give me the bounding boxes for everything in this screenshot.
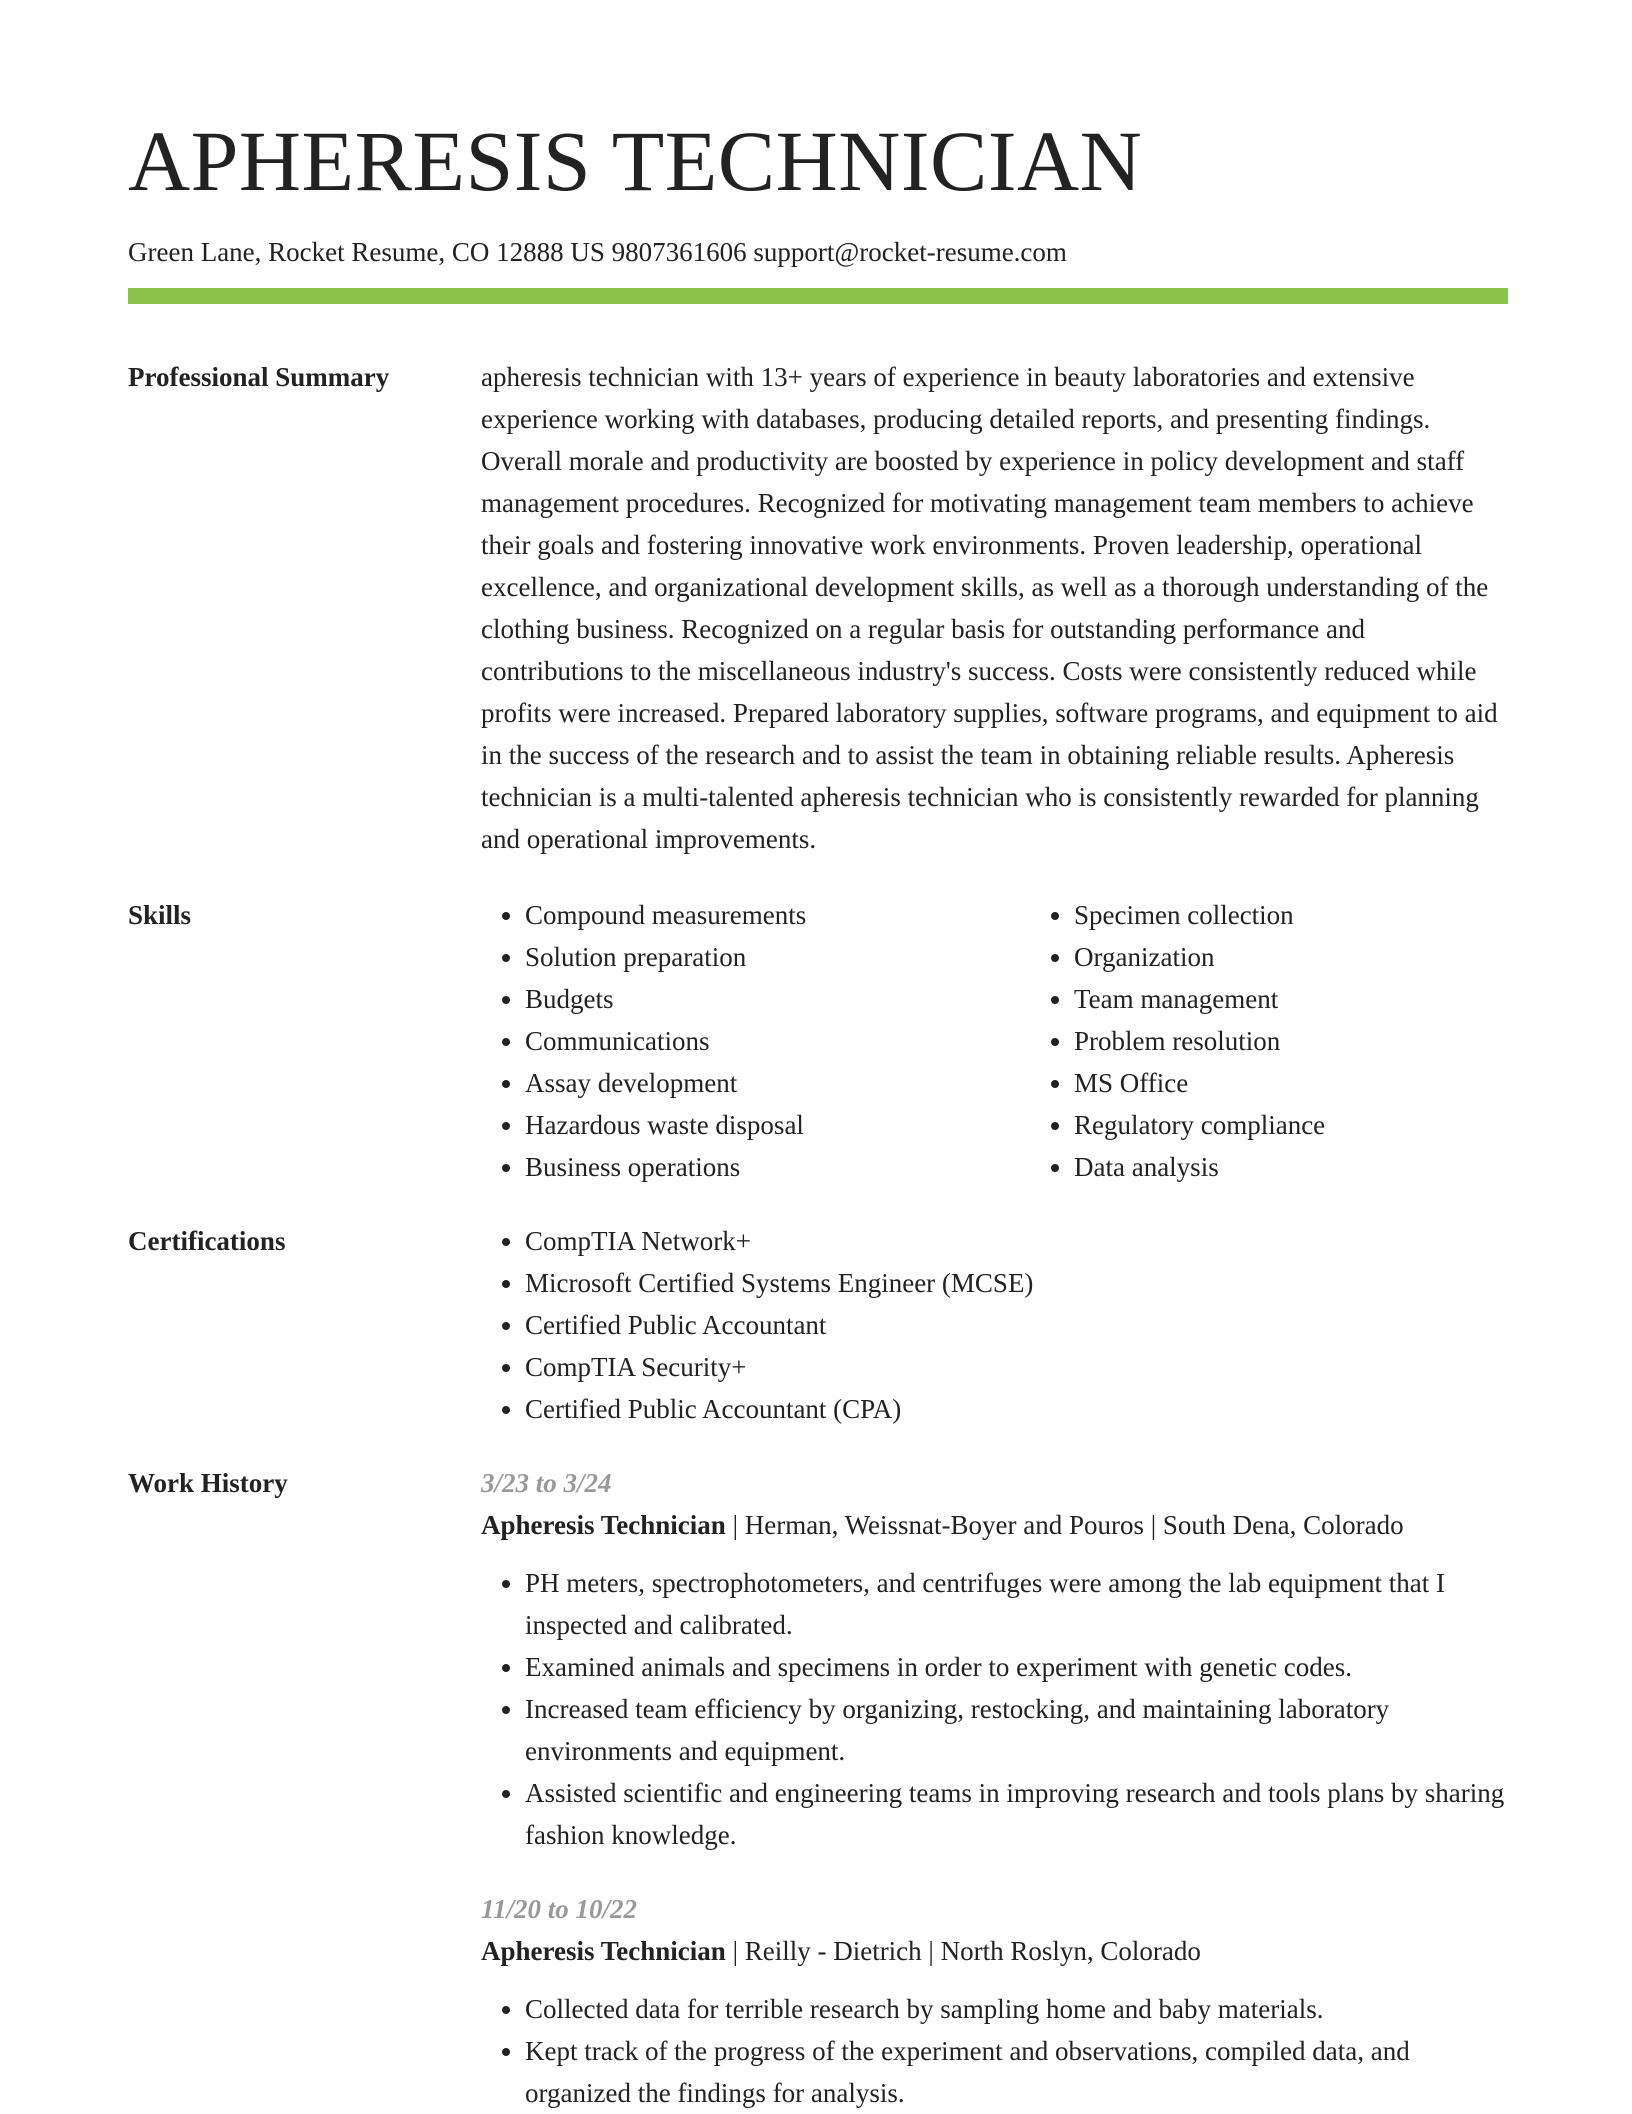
job-title: Apheresis Technician (481, 1936, 726, 1966)
job-duty-item: • Collected data for terrible research by sampling home and baby materials. (525, 1988, 1508, 2030)
job-title: Apheresis Technician (481, 1510, 726, 1540)
job-dates: 3/23 to 3/24 (481, 1468, 612, 1498)
skill-item: • Budgets (525, 978, 1030, 1020)
skill-item: • Business operations (525, 1146, 1030, 1188)
job-duties-list (481, 1562, 1508, 1856)
skill-item: • MS Office (1074, 1062, 1579, 1104)
section-label-skills: Skills (128, 900, 192, 930)
skills-body (481, 894, 1579, 1188)
work-history-section (128, 1462, 1508, 2114)
section-label-work-history: Work History (128, 1468, 288, 1498)
job-duties-list (481, 1988, 1508, 2114)
section-label-certifications: Certifications (128, 1226, 286, 1256)
skills-columns (481, 894, 1579, 1188)
job-employer-location: | Reilly - Dietrich | North Roslyn, Colorado (725, 1936, 1201, 1966)
skill-item: • Compound measurements (525, 894, 1030, 936)
resume-name: APHERESIS TECHNICIAN (128, 113, 1143, 209)
certification-item: • Certified Public Accountant (CPA) (525, 1388, 1508, 1430)
job-duty-item: • Examined animals and specimens in order to experiment with genetic codes. (525, 1646, 1508, 1688)
summary-body (481, 356, 1508, 860)
skill-item: • Communications (525, 1020, 1030, 1062)
job-heading (481, 1930, 1508, 1972)
skill-item: • Specimen collection (1074, 894, 1579, 936)
job-dates: 11/20 to 10/22 (481, 1894, 638, 1924)
contact-info: Green Lane, Rocket Resume, CO 12888 US 9807361606 support@rocket-resume.com (128, 237, 1067, 267)
skill-item: • Problem resolution (1074, 1020, 1579, 1062)
job-heading (481, 1504, 1508, 1546)
skill-item: • Hazardous waste disposal (525, 1104, 1030, 1146)
job-employer-location: | Herman, Weissnat-Boyer and Pouros | South Dena, Colorado (725, 1510, 1404, 1540)
certifications-list (481, 1220, 1508, 1430)
job-duty-item: • Assisted scientific and engineering teams in improving research and tools plans by sharing fashion knowledge. (525, 1772, 1508, 1856)
job-duty-item: • Kept track of the progress of the experiment and observations, compiled data, and organized the findings for analysis. (525, 2030, 1508, 2114)
professional-summary-section (128, 356, 1508, 860)
resume-page (128, 113, 1508, 2114)
certification-item: • Microsoft Certified Systems Engineer (MCSE) (525, 1262, 1508, 1304)
certifications-section (128, 1220, 1508, 1430)
skill-item: • Data analysis (1074, 1146, 1579, 1188)
accent-divider (128, 288, 1508, 304)
job-entry (481, 1888, 1508, 2114)
certification-item: • CompTIA Network+ (525, 1220, 1508, 1262)
job-duty-item: • Increased team efficiency by organizing, restocking, and maintaining laboratory environments and equipment. (525, 1688, 1508, 1772)
certifications-body (481, 1220, 1508, 1430)
skill-item: • Team management (1074, 978, 1579, 1020)
section-label-summary: Professional Summary (128, 362, 390, 392)
skill-item: • Regulatory compliance (1074, 1104, 1579, 1146)
skills-list-left (481, 894, 1030, 1188)
certification-item: • CompTIA Security+ (525, 1346, 1508, 1388)
summary-text: apheresis technician with 13+ years of experience in beauty laboratories and extensive experience working with databases, producing detailed reports, and presenting findings. Overall morale and productivity are boosted by experience in policy development and staff management procedures. Recognized for motivating management team members to achieve their goals and fostering innovative work environments. Proven leadership, operational excellence, and organizational development skills, as well as a thorough understanding of the clothing business. Recognized on a regular basis for outstanding performance and contributions to the miscellaneous industry's success. Costs were consistently reduced while profits were increased. Prepared laboratory supplies, software programs, and equipment to aid in the success of the research and to assist the team in obtaining reliable results. Apheresis technician is a multi-talented apheresis technician who is consistently rewarded for planning and operational improvements. (481, 362, 1498, 854)
skill-item: • Assay development (525, 1062, 1030, 1104)
skill-item: • Organization (1074, 936, 1579, 978)
skill-item: • Solution preparation (525, 936, 1030, 978)
skills-section (128, 894, 1508, 1188)
work-history-body (481, 1462, 1508, 2114)
certification-item: • Certified Public Accountant (525, 1304, 1508, 1346)
job-duty-item: • PH meters, spectrophotometers, and centrifuges were among the lab equipment that I inspected and calibrated. (525, 1562, 1508, 1646)
skills-list-right (1030, 894, 1579, 1188)
job-entry (481, 1462, 1508, 1856)
